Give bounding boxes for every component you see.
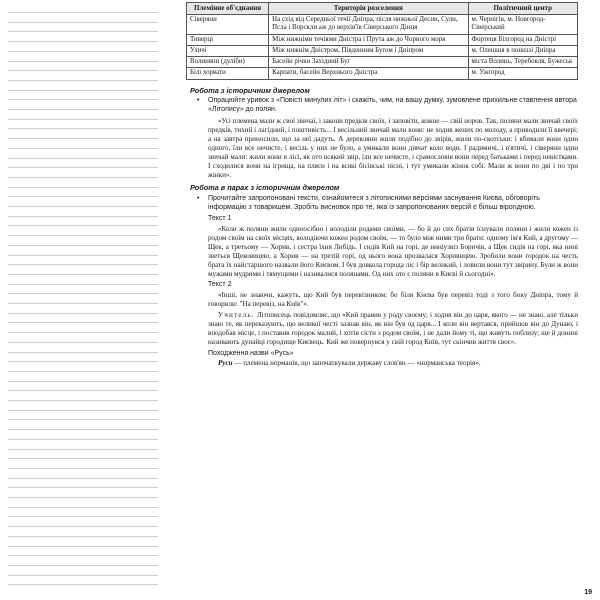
margin-line [8,61,158,62]
margin-line [8,410,158,411]
page-content [186,2,578,598]
text-label: Текст 2 [208,281,232,289]
margin-line [8,128,158,129]
margin-line [8,80,158,81]
margin-line [8,526,158,527]
margin-line [8,41,158,42]
teacher-label: Учитель. [218,311,255,320]
table-cell: Між нижніми течіями Дністра і Прута аж до Чорного моря [269,34,468,45]
margin-line [8,177,158,178]
margin-line [8,381,158,382]
margin-line [8,352,158,353]
margin-line [8,361,158,362]
margin-line [8,516,158,517]
margin-line [8,468,158,469]
margin-line [8,187,158,188]
margin-line [8,119,158,120]
margin-line [8,167,158,168]
margin-line [8,303,158,304]
bullet-icon: • [197,194,200,202]
table-header-row [187,3,578,15]
margin-line [8,371,158,372]
bullet-icon: • [197,96,200,104]
table-cell: м. Чернігів, м. Новгород-Сіверський [468,14,577,34]
table-cell: Басейн річки Західний Буг [269,57,468,68]
margin-line [8,70,158,71]
margin-line [8,449,158,450]
table-cell: Уличі [187,45,269,56]
margin-line [8,245,158,246]
table-cell: Тиверці [187,34,269,45]
table-cell: міста Волинь, Теребовля, Бужеськ [468,57,577,68]
table-row [187,45,578,56]
margin-line [8,51,158,52]
source-text: «Коли ж поляни жили одноосібно і володіли родами своїми, — бо й до сих братів існували поляни і жили кожен із родом своїм на своїх місцях, володіючи кожен родом своїм, — то було між ними три брати: одному ім'я Кий, а другому — Щек, а третьому — Хорив, і сестра їхня Либідь. І сидів Кий на горі, де ниніузвіз Боричів, а Щек сидів на горі, яка нині зветься Щековицею, а Хорив — на третій горі, од нього вона прозвалася Хоривицею. Зробили вони городок на честь брата їх найстаршого назвали його Києвом. І був довкола города ліс і бір великий, і ловили вони тут звірину. Були ж вони мужами мудрими і тямущими і називалися полянами. Од них ото є поляни в Києві й сьогодні». [208,224,578,278]
table-cell: м. Олешшя в пониззі Дніпра [468,45,577,56]
margin-line [8,274,158,275]
source-text: «Інші, не знаючи, кажуть, що Кий був перевізником: бо біля Києва був перевіз тоді з того боку Дніпра, тому й говорили: "На перевіз, на Київ"». [208,291,578,309]
margin-line [8,575,158,576]
table-cell: м. Ужгород [468,68,577,79]
margin-line [8,216,158,217]
margin-line [8,507,158,508]
margin-line [8,255,158,256]
margin-line [8,458,158,459]
text-label: Текст 1 [208,214,232,222]
table-cell: Волиняни (дуліби) [187,57,269,68]
margin-line [8,196,158,197]
definition-term: Руси [218,359,233,368]
table-cell: Фортеця Білгород на Дністрі [468,34,577,45]
margin-line [8,400,158,401]
table-header: Політичний центр [468,3,577,15]
margin-line [8,22,158,23]
margin-line [8,264,158,265]
teacher-text: Літописець повідомляє, що «Кий правив у роду своєму; і ходив він до царя, якого — не знаю, але тільки знаю те, як переказують, що великої честі зазнав він, як він був од царя... І коли він вертався, прийшов він до Дунаю, і вподобав місце, і поставив городок малий, і хотів сісти з родом своїм, і не дали йому ті, що живуть поблизу; ще й донині називають дунайці городище Києвець. Кий же повернувся у свій город Київ, тут скінчив життя своє». [208,311,578,347]
table-header: Племінне об'єднання [187,3,269,15]
task-item [186,195,578,213]
margin-line [8,148,158,149]
margin-line [8,235,158,236]
margin-line [8,206,158,207]
task-text: Прочитайте запропоновані тексти, ознайомтеся з літописними версіями заснування Києва, обговоріть інформацію з товаришем. Зробіть висновок про те, яка із запропонованих версій є більш вірогідною. [208,194,540,211]
table-header: Територія розселення [269,3,468,15]
table-cell: На схід від Середньої течії Дніпра, після нижньої Десни, Сули, Псла і Ворскли аж до верхів'їв Сіверського Дінця [269,14,468,34]
table-row [187,68,578,79]
margin-line [8,429,158,430]
page-number: 19 [584,589,592,596]
table-row [187,57,578,68]
definition-text: — племена норманів, що започаткували державу слов'ян — «норманська теорія». [234,359,481,368]
table-cell: Між нижнім Дністром, Південним Бугом і Дніпром [269,45,468,56]
margin-ruled-lines [8,4,158,594]
section-title: Робота в парах з історичним джерелом [190,183,340,193]
table-row [187,34,578,45]
margin-line [8,90,158,91]
margin-line [8,12,158,13]
tribes-table [186,2,578,80]
margin-line [8,439,158,440]
margin-line [8,322,158,323]
margin-line [8,332,158,333]
margin-line [8,584,158,585]
table-row [187,14,578,34]
margin-line [8,546,158,547]
margin-line [8,419,158,420]
margin-line [8,536,158,537]
margin-line [8,487,158,488]
margin-line [8,158,158,159]
margin-line [8,390,158,391]
margin-line [8,284,158,285]
subheading: Походження назви «Русь» [208,349,294,357]
task-item [186,97,578,115]
margin-line [8,31,158,32]
margin-line [8,555,158,556]
task-text: Опрацюйте уривок з «Повісті минулих літ» і скажіть, чим, на вашу думку, зумовлене прихильне ставлення автора «Літопису» до полян. [208,96,577,113]
section-title: Робота з історичним джерелом [190,85,310,95]
margin-line [8,99,158,100]
margin-line [8,138,158,139]
margin-line [8,109,158,110]
table-cell: Сіверяни [187,14,269,34]
margin-line [8,225,158,226]
teacher-paragraph [208,311,578,347]
margin-line [8,478,158,479]
table-cell: Білі хорвати [187,68,269,79]
margin-line [8,497,158,498]
margin-line [8,313,158,314]
margin-line [8,565,158,566]
definition [208,359,578,368]
table-cell: Карпати, басейн Верхнього Дністра [269,68,468,79]
source-quote: «Усі племена мали ж свої звичаї, і закони предків своїх, і заповіти, кожне — свій норов. Так, поляни мали звичай своїх предків, тихий і лагідний, і поштивість... І весільний звичай мали вони: не ходив жених по молоду, а приводили її ввечері; а на завтра приносили, що за неї дадуть. А деревляни жили подібно до звірів, жили по-скотськи: і вбивали вони один одного, їли все нечисте, і весіль у них не було, а умикали вони дівчат коло води. І радимичі, і в'ятичі, і сіверяни один звичай мали: жили вони в лісі, як ото всякий звір, їли все нечисте, і срамословія вони перед батьками і перед невістками. І сходилися вони на ігрища, на пляси і на всякі бісівські пісні, і тут умикали жінок собі. Мали ж вони по дві і по три жінки». [208,116,578,180]
margin-line [8,342,158,343]
margin-line [8,293,158,294]
